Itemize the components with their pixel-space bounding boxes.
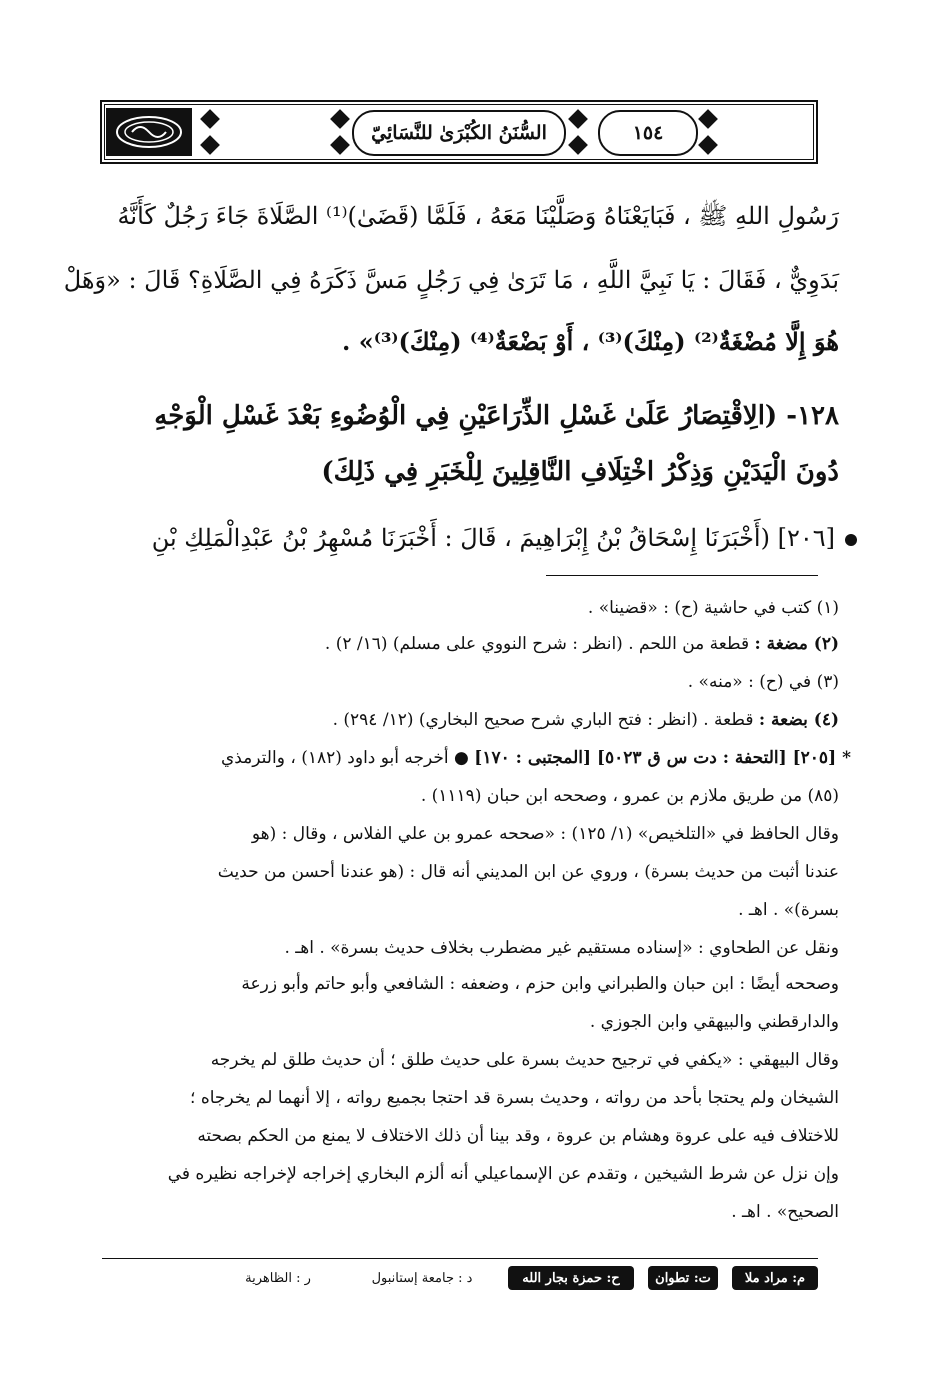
commentary-line: الصحيح» . اهـ . [731, 1202, 839, 1222]
commentary-line: عندنا أثبت من حديث بسرة) ، وروي عن ابن المديني أنه قال : (هو عندنا أحسن من حديث [217, 862, 839, 882]
footnote-separator [546, 575, 818, 576]
book-title: السُّنَنُ الكُبْرَىٰ للنَّسَائِيّ [352, 110, 566, 156]
hadith-text: [٢٠٦] (أَخْبَرَنَا إِسْحَاقُ بْنُ إِبْرَاهِيمَ ، قَالَ : أَخْبَرَنَا مُسْهِرُ بْنُ عَبْدِالْمَلِكِ بْنِ [151, 524, 835, 552]
manuscript-legend [102, 1264, 818, 1294]
manuscript-h: ح: حمزة بجار الله [508, 1266, 634, 1290]
main-text-line: رَسُولِ اللهِ ﷺ ، فَبَايَعْنَاهُ وَصَلَّيْنَا مَعَهُ ، فَلَمَّا (قَضَىٰ)⁽¹⁾ الصَّلَاةَ جَاءَ رَجُلٌ كَأَنَّهُ [117, 202, 839, 230]
footnote: (١) كتب في حاشية (ح) : «قضينا» . [587, 598, 839, 618]
main-text-line: بَدَوِيٌّ ، فَقَالَ : يَا نَبِيَّ اللَّهِ ، مَا تَرَىٰ فِي رَجُلٍ مَسَّ ذَكَرَهُ فِي الصَّلَاةِ؟ قَالَ : «وَهَلْ [63, 266, 839, 294]
book-emblem-icon [106, 108, 192, 156]
commentary-line: *[٢٠٥] [التحفة : دت س ق ٥٠٢٣] [المجتبى : ١٧٠] ● أخرجه أبو داود (١٨٢) ، والترمذي [220, 748, 851, 768]
commentary-line: وإن نزل عن شرط الشيخين ، وتقدم عن الإسماعيلي أنه ألزم البخاري إخراجه لإخراجه نظيره في [167, 1164, 839, 1184]
commentary-line: وصححه أيضًا : ابن حبان والطبراني وابن حزم ، وضعفه : الشافعي وأبو حاتم وأبو زرعة [241, 974, 839, 994]
commentary-line: بسرة)» . اهـ . [738, 900, 839, 920]
manuscript-m: م: مراد ملا [732, 1266, 818, 1290]
footnote: (٢) مضغة : قطعة من اللحم . (انظر : شرح النووي على مسلم) (١٦/ ٢) . [324, 634, 839, 654]
hadith-line [117, 518, 857, 558]
bullet-icon [845, 534, 857, 546]
footnote: (٣) في (ح) : «منه» . [687, 672, 839, 692]
commentary-line: ونقل عن الطحاوي : «إسناده مستقيم غير مضطرب بخلاف حديث بسرة» . اهـ . [284, 938, 839, 958]
chapter-heading: دُونَ الْيَدَيْنِ وَذِكْرُ اخْتِلَافِ النَّاقِلِينَ لِلْخَبَرِ فِي ذَلِكَ) [321, 457, 839, 487]
manuscript-r: ر : الظاهرية [245, 1270, 311, 1286]
header-ornament-icon [696, 112, 720, 152]
chapter-heading: ١٢٨- (الِاقْتِصَارُ عَلَىٰ غَسْلِ الذِّرَاعَيْنِ فِي الْوُضُوءِ بَعْدَ غَسْلِ الْوَجْهِ [154, 401, 839, 431]
page-number: ١٥٤ [598, 110, 698, 156]
header-ornament-icon [198, 112, 222, 152]
commentary-line: الشيخان ولم يحتجا بأحد من رواته ، وحديث بسرة قد احتجا بجميع رواته ، إلا أنهما لم يخرجاه ؛ [190, 1088, 839, 1108]
footnote: (٤) بضعة : قطعة . (انظر : فتح الباري شرح صحيح البخاري) (١٢/ ٢٩٤) . [332, 710, 839, 730]
commentary-line: (٨٥) من طريق ملازم بن عمرو ، وصححه ابن حبان (١١١٩) . [420, 786, 839, 806]
commentary-line: والدارقطني والبيهقي وابن الجوزي . [589, 1012, 839, 1032]
main-text-line: هُوَ إِلَّا مُضْغَةٌ⁽²⁾ (مِنْكَ)⁽³⁾ ، أَوْ بَضْعَةٌ⁽⁴⁾ (مِنْكَ)⁽³⁾» . [342, 327, 839, 356]
header-ornament-icon [566, 112, 590, 152]
manuscript-d: د : جامعة إستانبول [371, 1270, 473, 1286]
commentary-line: وقال البيهقي : «يكفي في ترجيح حديث بسرة على حديث طلق ؛ أن حديث طلق لم يخرجه [210, 1050, 839, 1070]
page-header [100, 100, 818, 164]
footer-rule [102, 1258, 818, 1259]
header-ornament-icon [328, 112, 352, 152]
commentary-line: وقال الحافظ في «التلخيص» (١/ ١٢٥) : «صححه عمرو بن علي الفلاس ، وقال : (هو [251, 824, 839, 844]
commentary-line: للاختلاف فيه على عروة وهشام بن عروة ، وقد بينا أن ذلك الاختلاف لا يمنع من الحكم بصحته [197, 1126, 839, 1146]
manuscript-t: ت: تطوان [648, 1266, 718, 1290]
